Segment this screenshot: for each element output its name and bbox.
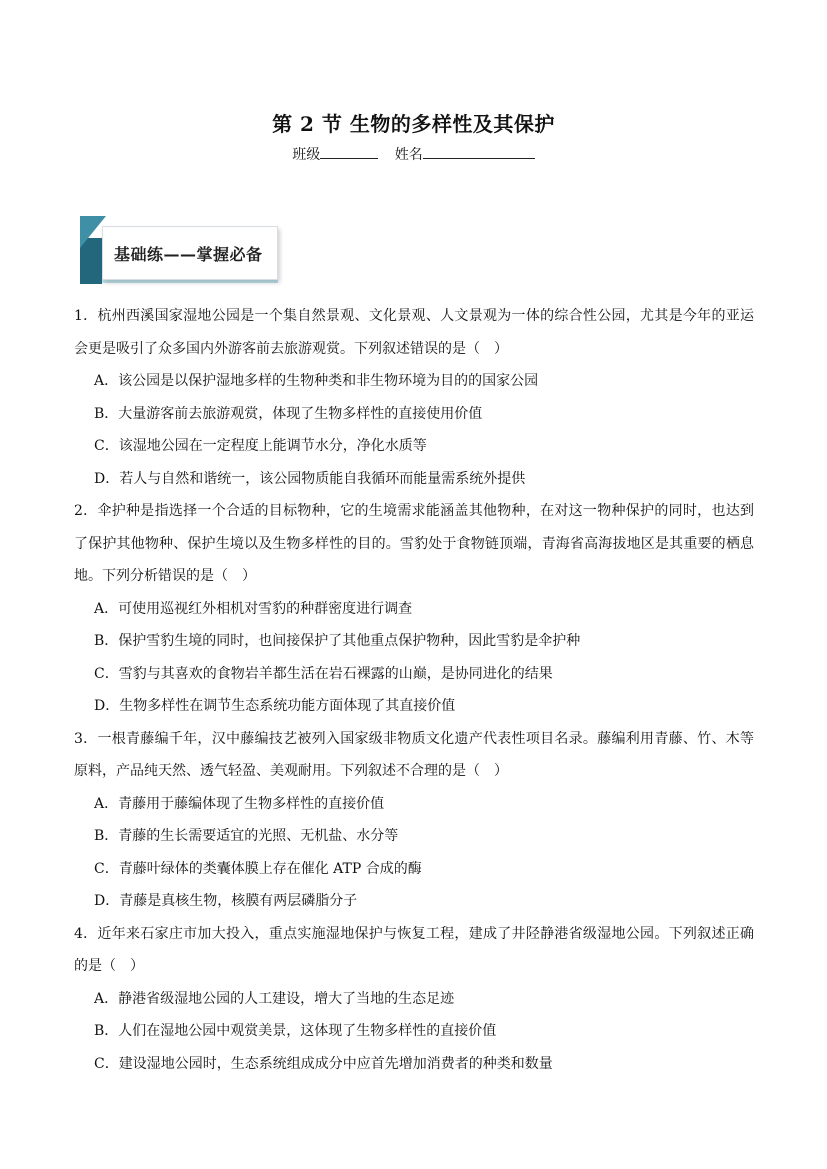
option-b: B．青藤的生长需要适宜的光照、无机盐、水分等 [94, 828, 399, 844]
option-c: C．青藤叶绿体的类囊体膜上存在催化 ATP 合成的酶 [94, 860, 422, 877]
option-c: C．建设湿地公园时，生态系统组成成分中应首先增加消费者的种类和数量 [94, 1055, 553, 1072]
class-name-line [0, 144, 827, 164]
question-3 [74, 723, 754, 918]
banner-corner-tab [80, 216, 106, 248]
page-title: 第 2 节 生物的多样性及其保护 [272, 112, 555, 136]
question-4 [74, 918, 754, 1081]
name-blank [423, 144, 535, 159]
class-blank [320, 144, 378, 159]
option-b: B．大量游客前去旅游观赏，体现了生物多样性的直接使用价值 [94, 405, 483, 422]
option-b: B．人们在湿地公园中观赏美景，这体现了生物多样性的直接价值 [94, 1023, 497, 1039]
question-stem: 2．伞护种是指选择一个合适的目标物种，它的生境需求能涵盖其他物种，在对这一物种保护的同时，也达到了保护其他物种、保护生境以及生物多样性的目的。雪豹处于食物链顶端，青海省高海拔地区是其重要的栖息地。下列分析错误的是（ ） [74, 503, 754, 584]
option-b: B．保护雪豹生境的同时，也间接保护了其他重点保护物种，因此雪豹是伞护种 [94, 633, 581, 649]
question-stem: 3．一根青藤编千年，汉中藤编技艺被列入国家级非物质文化遗产代表性项目名录。藤编利用青藤、竹、木等原料，产品纯天然、透气轻盈、美观耐用。下列叙述不合理的是（ ） [74, 730, 754, 779]
option-d: D．青藤是真核生物，核膜有两层磷脂分子 [94, 893, 358, 909]
option-a: A．青藤用于藤编体现了生物多样性的直接价值 [94, 795, 385, 812]
name-label: 姓名 [394, 147, 423, 163]
option-c: C．该湿地公园在一定程度上能调节水分，净化水质等 [94, 438, 427, 454]
option-d: D．若人与自然和谐统一，该公园物质能自我循环而能量需系统外提供 [94, 470, 526, 487]
option-a: A．可使用巡视红外相机对雪豹的种群密度进行调查 [94, 600, 413, 617]
question-1 [74, 300, 754, 495]
option-a: A．静港省级湿地公园的人工建设，增大了当地的生态足迹 [94, 990, 455, 1007]
question-stem: 1．杭州西溪国家湿地公园是一个集自然景观、文化景观、人文景观为一体的综合性公园，尤其是今年的亚运会更是吸引了众多国内外游客前去旅游观赏。下列叙述错误的是（ ） [74, 308, 754, 357]
question-stem: 4．近年来石家庄市加大投入，重点实施湿地保护与恢复工程，建成了井陉静港省级湿地公园。下列叙述正确的是（ ） [74, 925, 754, 974]
option-d: D．生物多样性在调节生态系统功能方面体现了其直接价值 [94, 698, 456, 714]
section-banner-label: 基础练——掌握必备 [114, 245, 263, 264]
option-a: A．该公园是以保护湿地多样的生物种类和非生物环境为目的的国家公园 [94, 373, 539, 389]
class-label: 班级 [292, 147, 321, 163]
option-c: C．雪豹与其喜欢的食物岩羊都生活在岩石裸露的山巅，是协同进化的结果 [94, 665, 553, 682]
section-banner [80, 216, 280, 288]
question-list [74, 300, 754, 1080]
question-2 [74, 495, 754, 723]
